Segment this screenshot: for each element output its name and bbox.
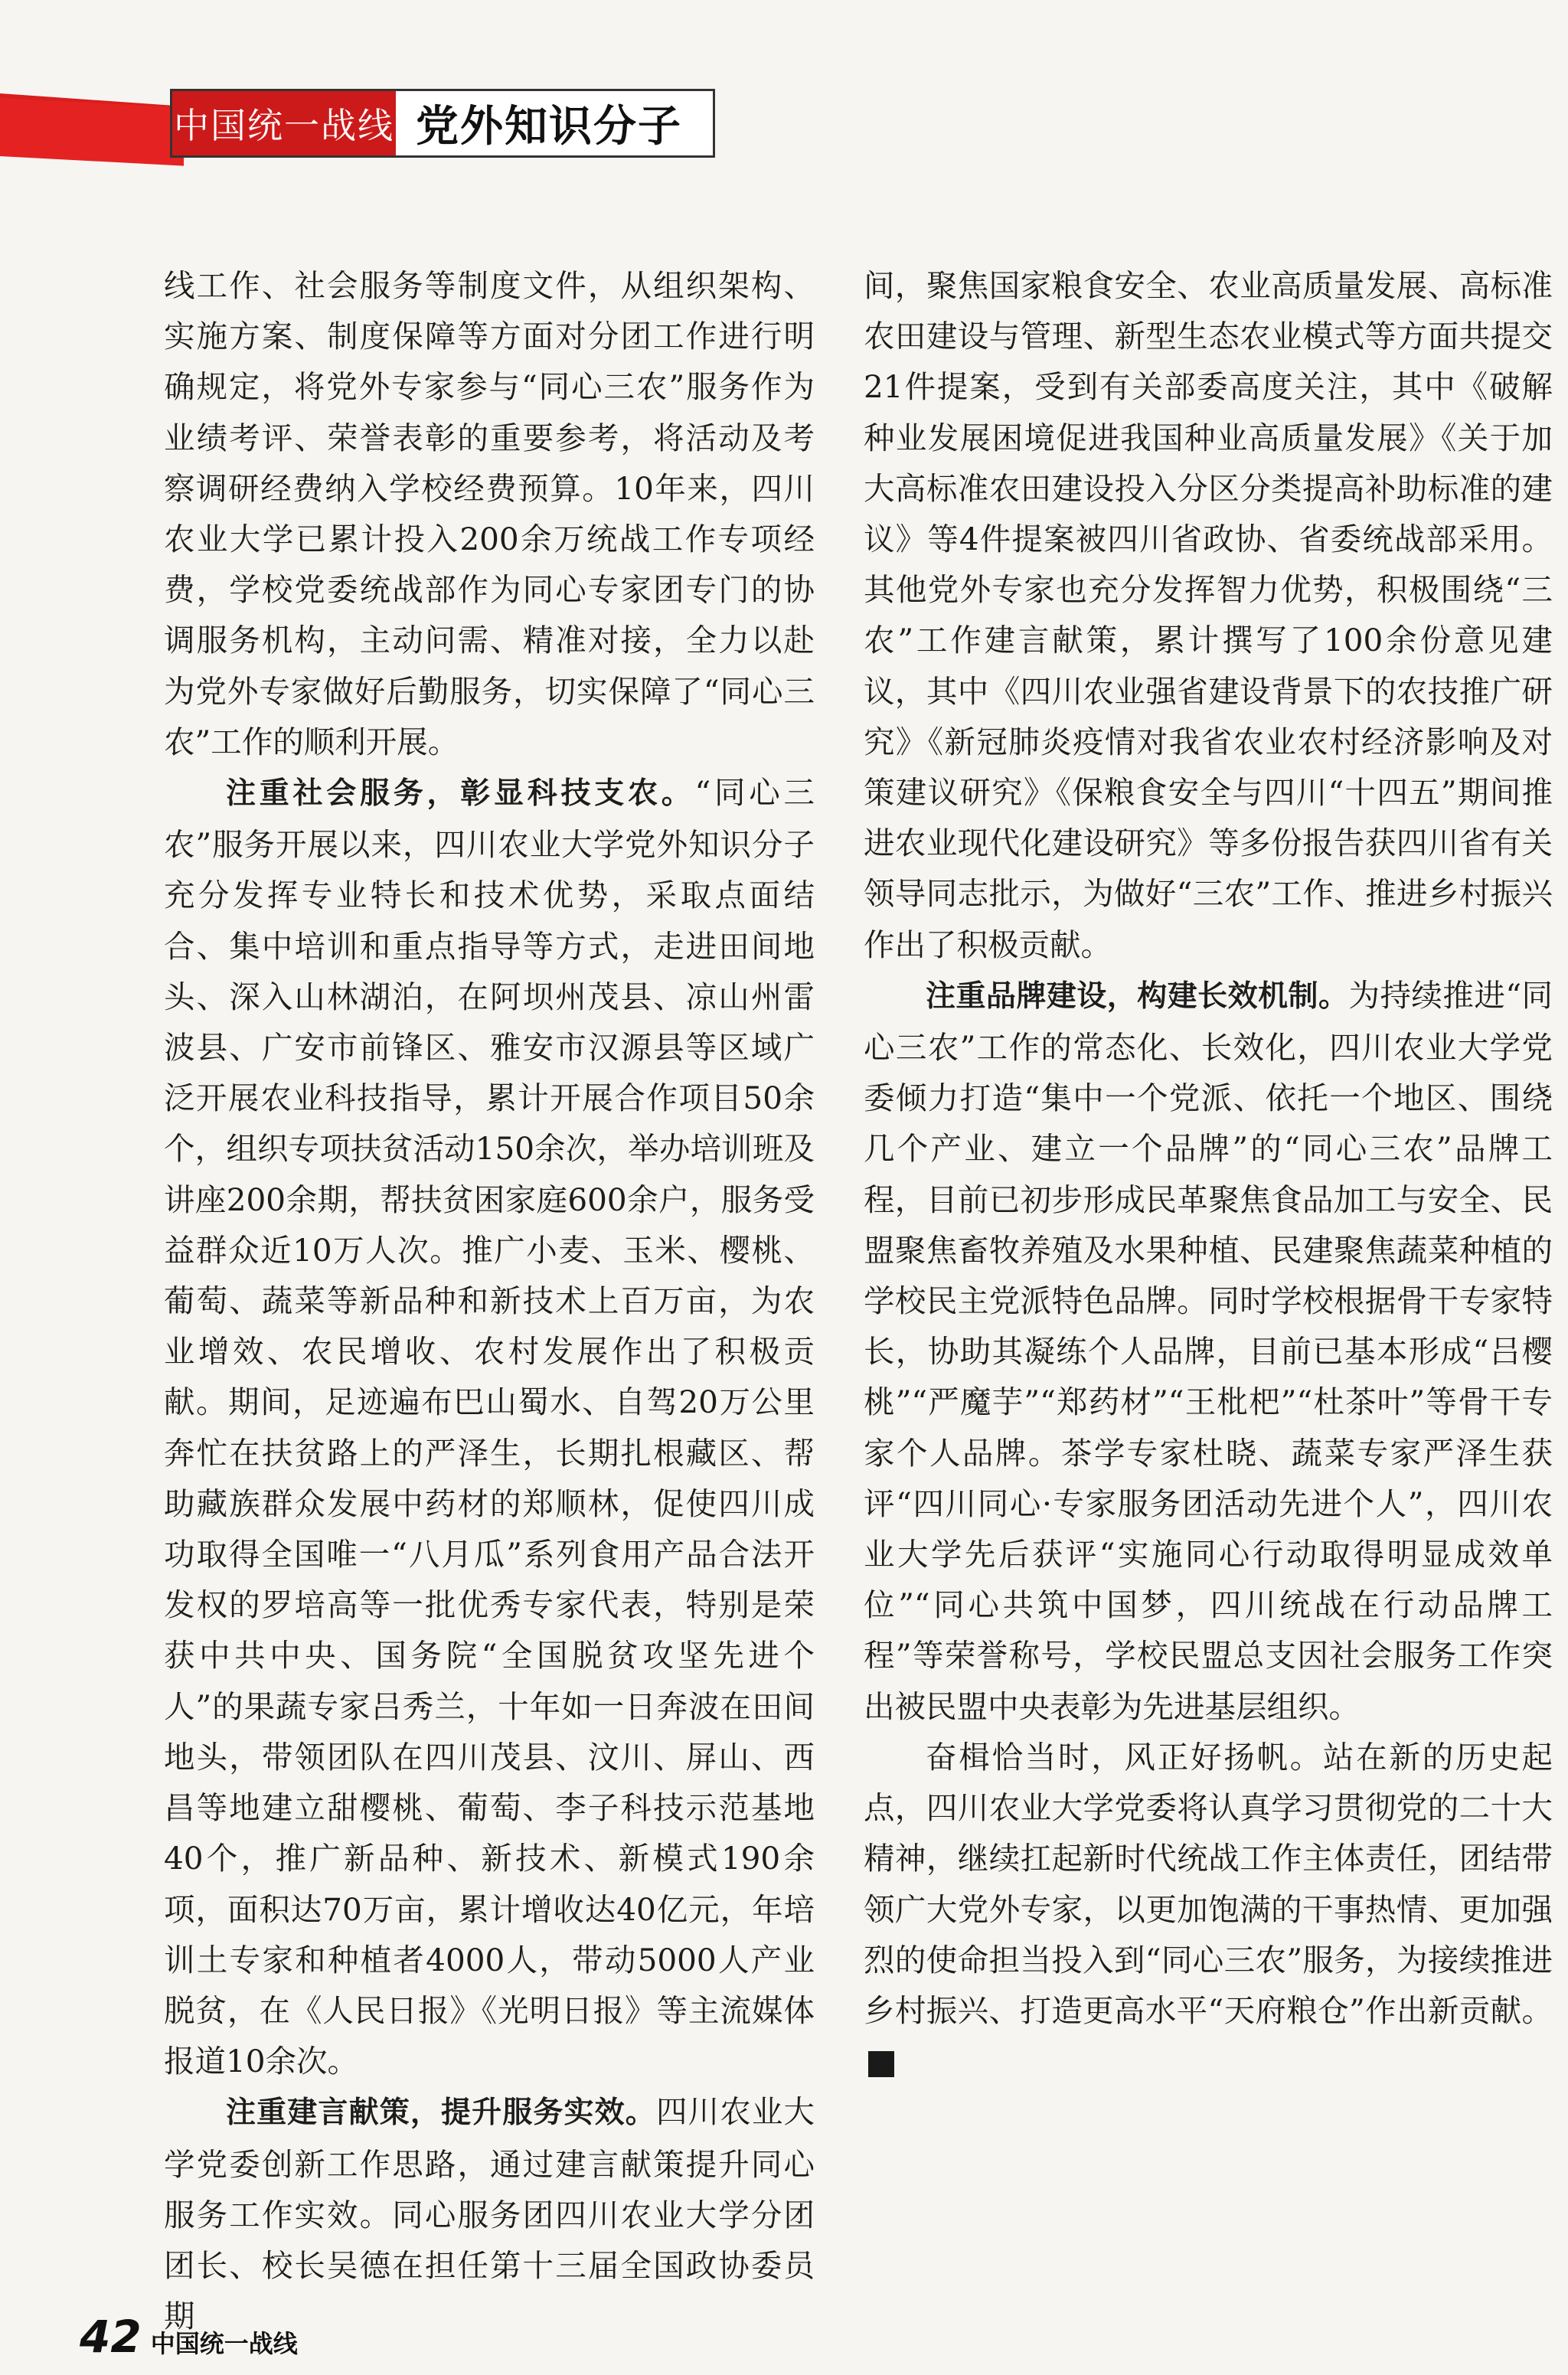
page-footer — [80, 2311, 298, 2363]
paragraph-social-service — [164, 767, 815, 2086]
paragraph-brand-building — [864, 970, 1553, 1732]
paragraph-lead: 注重社会服务，彰显科技支农。 — [226, 776, 695, 812]
paragraph-conclusion — [864, 1732, 1553, 2086]
paragraph-body: 为持续推进“同心三农”工作的常态化、长效化，四川农业大学党委倾力打造“集中一个党派、依托一个地区、围绕几个产业、建立一个品牌”的“同心三农”品牌工程，目前已初步形成民革聚焦食品加工与安全、民盟聚焦畜牧养殖及水果种植、民建聚焦蔬菜种植的学校民主党派特色品牌。同时学校根据骨干专家特长，协助其凝练个人品牌，目前已基本形成“吕樱桃”“严魔芋”“郑药材”“王枇杷”“杜茶叶”等骨干专家个人品牌。茶学专家杜晓、蔬菜专家严泽生获评“四川同心·专家服务团活动先进个人”，四川农业大学先后获评“实施同心行动取得明显成效单位”“同心共筑中国梦，四川统战在行动品牌工程”等荣誉称号，学校民盟总支因社会服务工作突出被民盟中央表彰为先进基层组织。 — [864, 976, 1553, 1725]
page-number: 42 — [80, 2311, 142, 2363]
paragraph-continued: 线工作、社会服务等制度文件，从组织架构、实施方案、制度保障等方面对分团工作进行明确规定，将党外专家参与“同心三农”服务作为业绩考评、荣誉表彰的重要参考，将活动及考察调研经费纳入学校经费预算。10年来，四川农业大学已累计投入200余万统战工作专项经费，学校党委统战部作为同心专家团专门的协调服务机构，主动问需、精准对接，全力以赴为党外专家做好后勤服务，切实保障了“同心三农”工作的顺利开展。 — [164, 267, 815, 760]
right-column — [864, 260, 1553, 2243]
paragraph-body: “同心三农”服务开展以来，四川农业大学党外知识分子充分发挥专业特长和技术优势，采取点面结合、集中培训和重点指导等方式，走进田间地头、深入山林湖泊，在阿坝州茂县、凉山州雷波县、广安市前锋区、雅安市汉源县等区域广泛开展农业科技指导，累计开展合作项目50余个，组织专项扶贫活动150余次，举办培训班及讲座200余期，帮扶贫困家庭600余户，服务受益群众近10万人次。推广小麦、玉米、樱桃、葡萄、蔬菜等新品种和新技术上百万亩，为农业增效、农民增收、农村发展作出了积极贡献。期间，足迹遍布巴山蜀水、自驾20万公里奔忙在扶贫路上的严泽生，长期扎根藏区、帮助藏族群众发展中药材的郑顺林，促使四川成功取得全国唯一“八月瓜”系列食用产品合法开发权的罗培高等一批优秀专家代表，特别是荣获中共中央、国务院“全国脱贫攻坚先进个人”的果蔬专家吕秀兰，十年如一日奔波在田间地头，带领团队在四川茂县、汶川、屏山、西昌等地建立甜樱桃、葡萄、李子科技示范基地40个，推广新品种、新技术、新模式190余项，面积达70万亩，累计增收达40亿元，年培训土专家和种植者4000人，带动5000人产业脱贫，在《人民日报》《光明日报》等主流媒体报道10余次。 — [164, 774, 815, 2080]
left-column — [164, 260, 815, 2335]
paragraph-lead: 注重品牌建设，构建长效机制。 — [926, 978, 1349, 1014]
paragraph-lead: 注重建言献策，提升服务实效。 — [226, 2096, 656, 2131]
paragraph-body: 四川农业大学党委创新工作思路，通过建言献策提升同心服务工作实效。同心服务团四川农业大学分团团长、校长吴德在担任第十三届全国政协委员期 — [164, 2093, 815, 2335]
header-red-stripe — [0, 98, 184, 166]
section-tag: 中国统一战线 — [172, 91, 396, 155]
paragraph-body: 奋楫恰当时，风正好扬帆。站在新的历史起点，四川农业大学党委将认真学习贯彻党的二十大精神，继续扛起新时代统战工作主体责任，团结带领广大党外专家，以更加饱满的干事热情、更加强烈的使命担当投入到“同心三农”服务，为接续推进乡村振兴、打造更高水平“天府粮仓”作出新贡献。 — [864, 1738, 1553, 2029]
paragraph-suggestions — [164, 2086, 815, 2341]
section-title: 党外知识分子 — [416, 102, 682, 152]
paragraph-continued: 间，聚焦国家粮食安全、农业高质量发展、高标准农田建设与管理、新型生态农业模式等方面共提交21件提案，受到有关部委高度关注，其中《破解种业发展困境促进我国种业高质量发展》《关于加大高标准农田建设投入分区分类提高补助标准的建议》等4件提案被四川省政协、省委统战部采用。其他党外专家也充分发挥智力优势，积极围绕“三农”工作建言献策，累计撰写了100余份意见建议，其中《四川农业强省建设背景下的农技推广研究》《新冠肺炎疫情对我省农业农村经济影响及对策建议研究》《保粮食安全与四川“十四五”期间推进农业现代化建设研究》等多份报告获四川省有关领导同志批示，为做好“三农”工作、推进乡村振兴作出了积极贡献。 — [864, 267, 1553, 963]
footer-magazine-name: 中国统一战线 — [150, 2329, 298, 2358]
section-header — [170, 89, 715, 158]
end-of-article-mark — [868, 2051, 894, 2077]
